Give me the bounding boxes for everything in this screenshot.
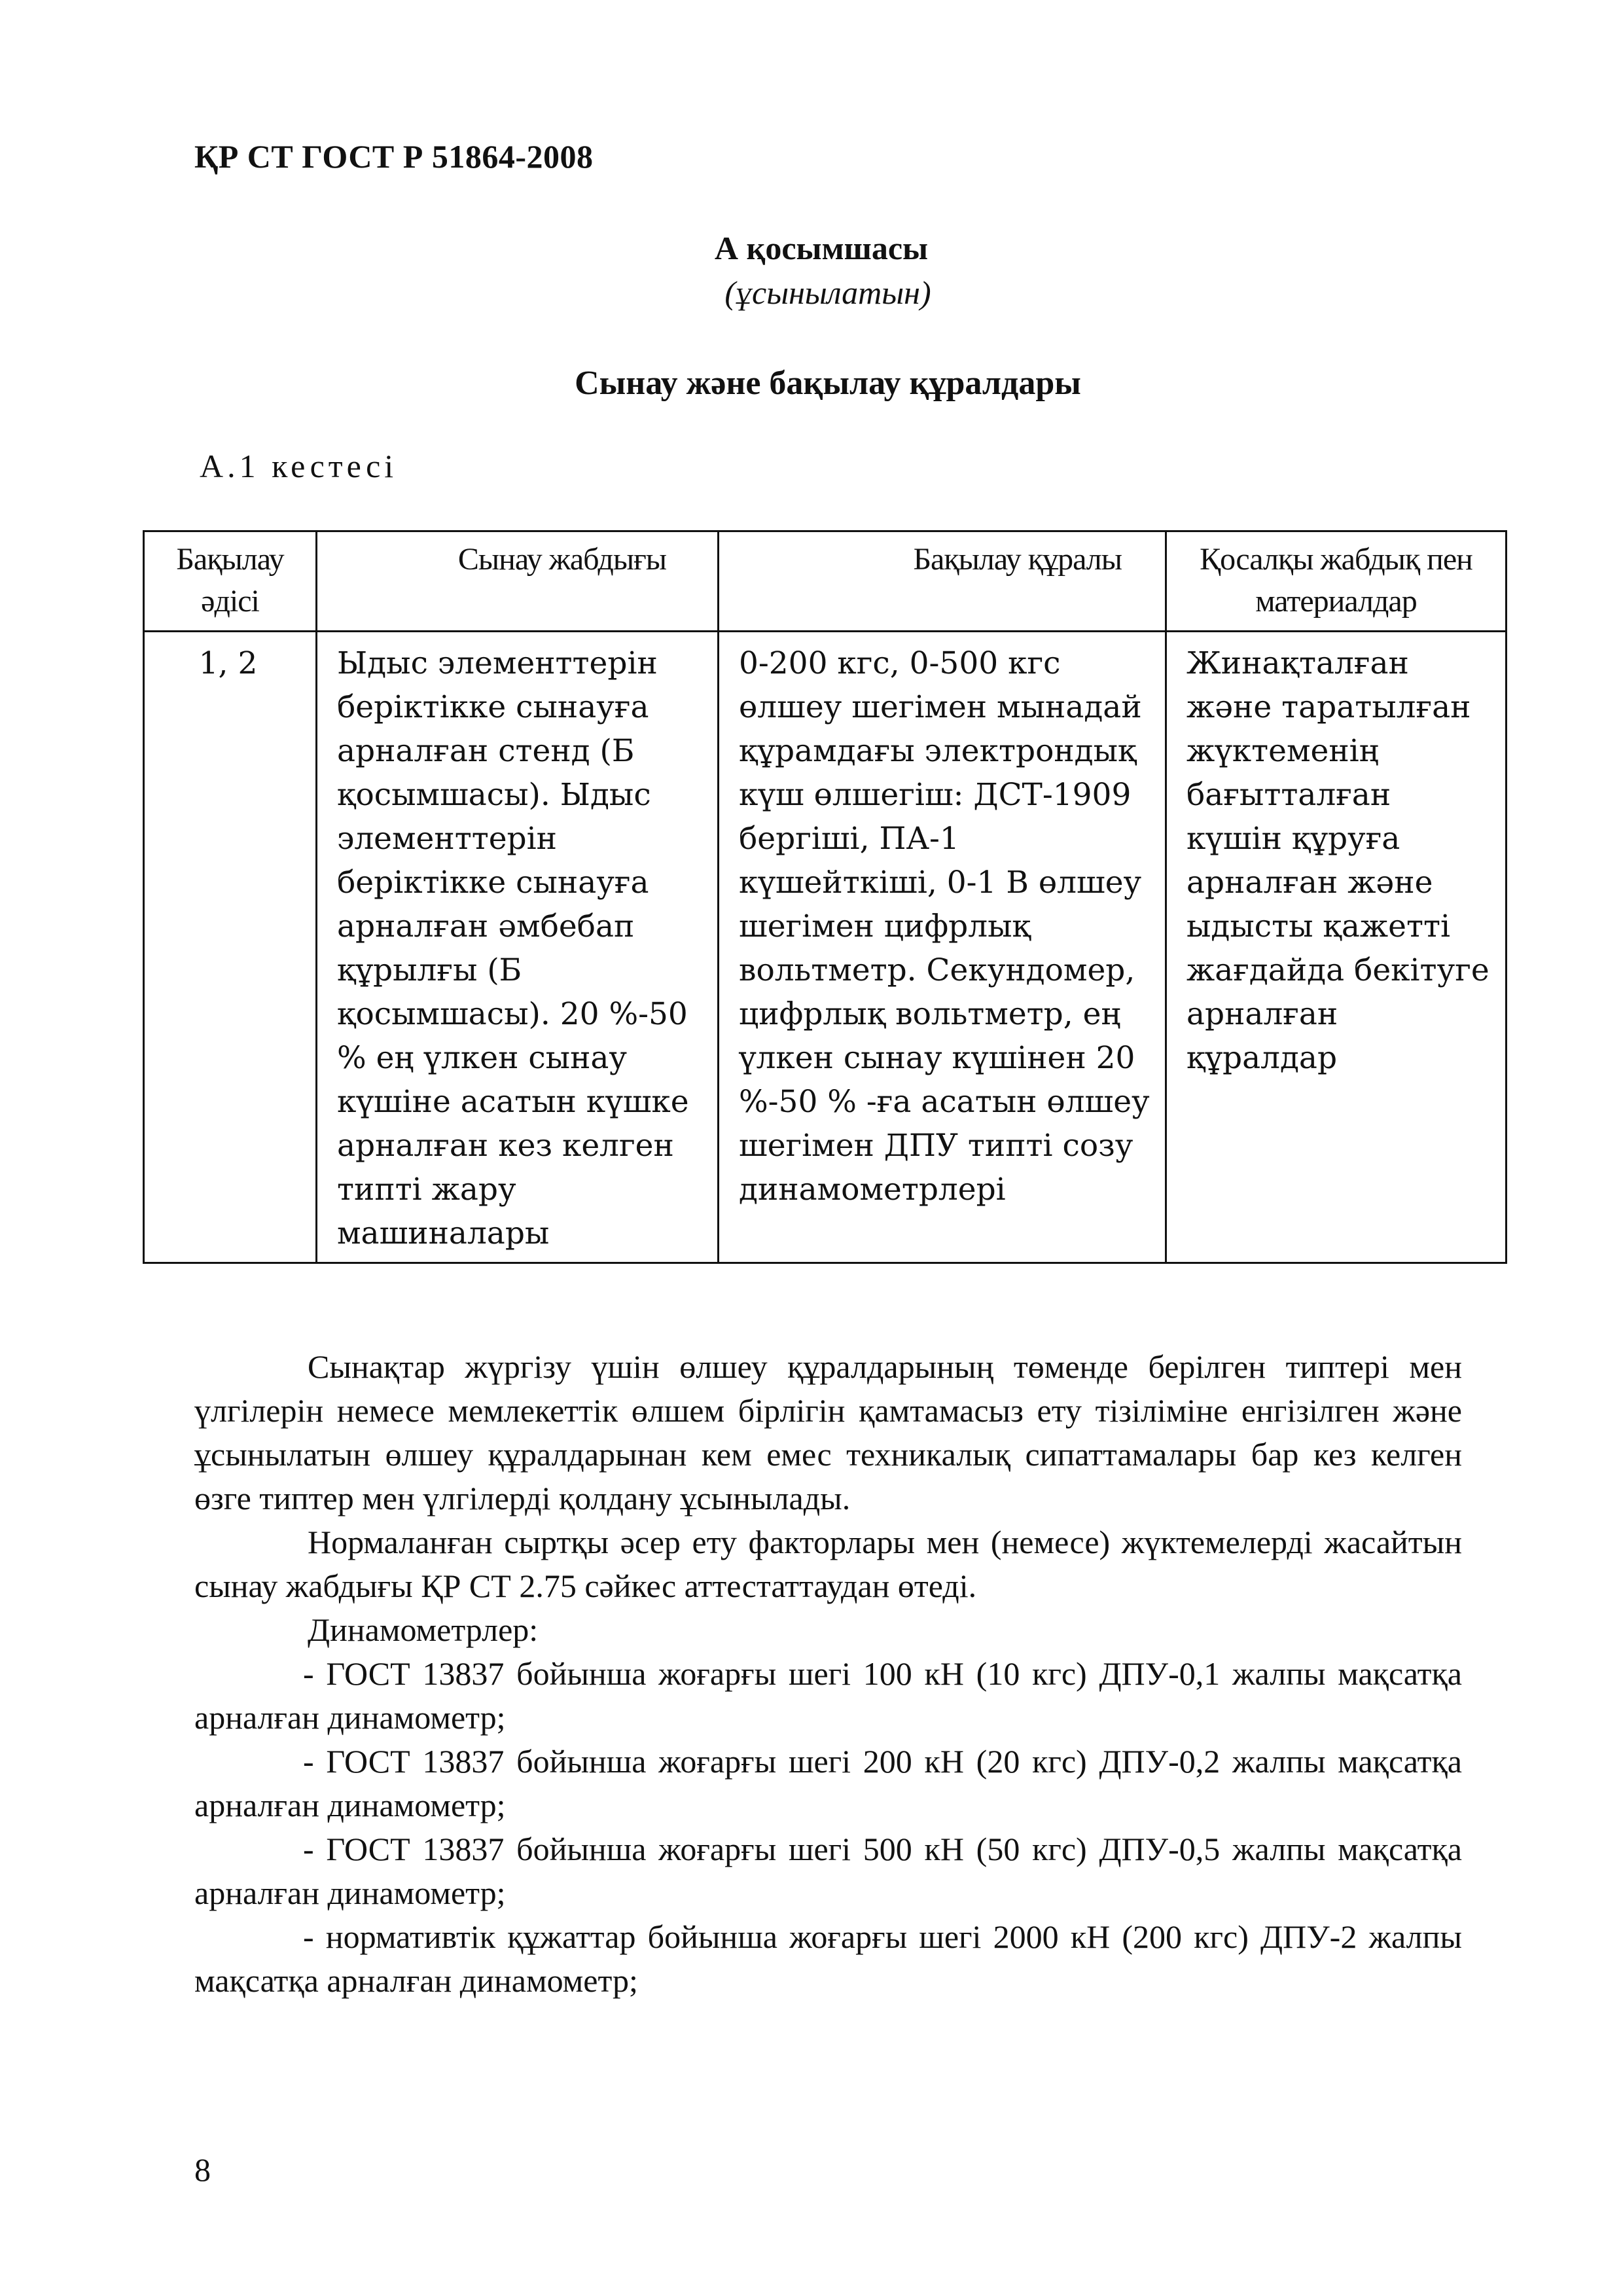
cell-control: 0-200 кгс, 0-500 кгс өлшеу шегімен мынадай құрамдағы электрондық күш өлшегіш: ДСТ-1909 бергіші, ПА-1 күшейткіші, 0-1 В өлшеу шегімен цифрлық вольтметр. Секундомер, цифрлық вольтметр, ең үлкен сынау күшінен 20 %-50 % -ға асатын өлшеу шегімен ДПУ типті созу динамометрлері <box>719 632 1166 1263</box>
list-item: - ГОСТ 13837 бойынша жоғарғы шегі 200 кН (20 кгс) ДПУ-0,2 жалпы мақсатқа арналған динамометр; <box>194 1743 1462 1823</box>
column-header-method: Бақылау әдісі <box>144 531 317 632</box>
list-item: - нормативтік құжаттар бойынша жоғарғы шегі 2000 кН (200 кгс) ДПУ-2 жалпы мақсатқа арналған динамометр; <box>194 1918 1462 1999</box>
paragraph-recommendation: Сынақтар жүргізу үшін өлшеу құралдарының төменде берілген типтері мен үлгілерін немесе мемлекеттік өлшем бірлігін қамтамасыз ету тізіліміне енгізілген және ұсынылатын өлшеу құралдарынан кем емес техникалық сипаттамалары бар кез келген өзге типтер мен үлгілерді қолдану ұсынылады. <box>194 1348 1462 1516</box>
paragraph-certification: Нормаланған сыртқы әсер ету факторлары мен (немесе) жүктемелерді жасайтын сынау жабдығы ҚР СТ 2.75 сәйкес аттестаттаудан өтеді. <box>194 1524 1462 1604</box>
list-item: - ГОСТ 13837 бойынша жоғарғы шегі 100 кН (10 кгс) ДПУ-0,1 жалпы мақсатқа арналған динамометр; <box>194 1655 1462 1736</box>
column-header-equipment: Сынау жабдығы <box>317 531 719 632</box>
body-text <box>194 1345 1462 2003</box>
list-heading: Динамометрлер: <box>308 1611 539 1648</box>
annex-title: А қосымшасы <box>714 230 929 266</box>
table-header-row <box>144 531 1507 632</box>
standard-code: ҚР СТ ГОСТ Р 51864-2008 <box>194 138 594 175</box>
cell-method: 1, 2 <box>144 632 317 1263</box>
cell-auxiliary: Жинақталған және таратылған жүктеменің бағытталған күшін құруға арналған және ыдысты қажетті жағдайда бекітуге арналған құралдар <box>1166 632 1507 1263</box>
column-header-control: Бақылау құралы <box>719 531 1166 632</box>
table-row <box>144 632 1507 1263</box>
column-header-auxiliary: Қосалқы жабдық пен материалдар <box>1166 531 1507 632</box>
cell-equipment: Ыдыс элементтерін беріктікке сынауға арналған стенд (Б қосымшасы). Ыдыс элементтерін беріктікке сынауға арналған әмбебап құрылғы (Б қосымшасы). 20 %-50 % ең үлкен сынау күшіне асатын күшке арналған кез келген типті жару машиналары <box>317 632 719 1263</box>
list-item: - ГОСТ 13837 бойынша жоғарғы шегі 500 кН (50 кгс) ДПУ-0,5 жалпы мақсатқа арналған динамометр; <box>194 1831 1462 1911</box>
table-caption: А.1 кестесі <box>200 448 398 484</box>
annex-status: (ұсынылатын) <box>724 274 931 311</box>
equipment-table <box>143 530 1507 1264</box>
section-title: Сынау және бақылау құралдары <box>575 365 1081 402</box>
page-number: 8 <box>194 2151 211 2188</box>
